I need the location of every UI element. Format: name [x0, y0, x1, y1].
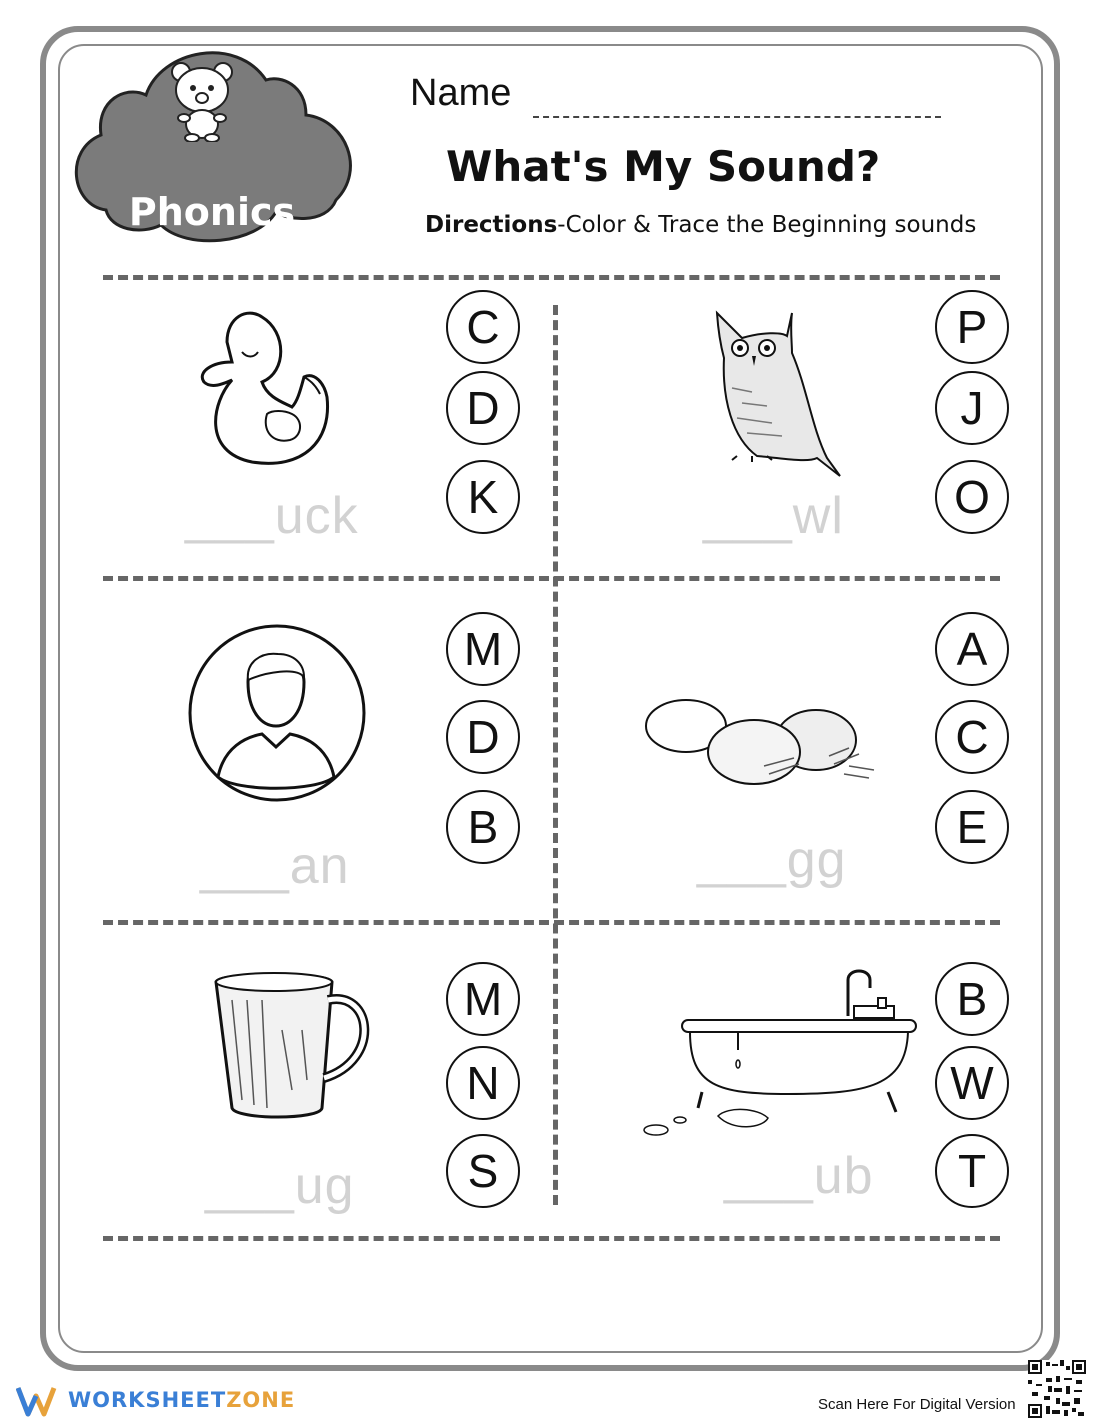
- divider-vertical: [553, 305, 558, 1205]
- letter-choice[interactable]: D: [446, 371, 520, 445]
- letter-choice[interactable]: K: [446, 460, 520, 534]
- divider-top: [103, 275, 1000, 280]
- brand-part1: WORKSHEET: [68, 1388, 227, 1412]
- letter-choice[interactable]: B: [446, 790, 520, 864]
- directions-label: Directions: [425, 212, 558, 238]
- letter-choice[interactable]: M: [446, 962, 520, 1036]
- phonics-badge: [66, 40, 358, 245]
- divider-bottom: [103, 1236, 1000, 1241]
- badge-label: Phonics: [128, 190, 296, 234]
- trace-word[interactable]: ___gg: [697, 831, 847, 889]
- letter-choice[interactable]: O: [935, 460, 1009, 534]
- directions: [425, 212, 976, 238]
- qr-code-icon[interactable]: [1028, 1360, 1086, 1418]
- letter-choice[interactable]: N: [446, 1046, 520, 1120]
- man-picture: [186, 622, 368, 804]
- brand-part2: ZONE: [226, 1388, 296, 1412]
- bathtub-picture: [638, 966, 920, 1144]
- letter-choice[interactable]: W: [935, 1046, 1009, 1120]
- directions-text: -Color & Trace the Beginning sounds: [557, 212, 977, 238]
- trace-word[interactable]: ___ub: [724, 1147, 874, 1205]
- letter-choice[interactable]: C: [446, 290, 520, 364]
- letter-choice[interactable]: P: [935, 290, 1009, 364]
- letter-choice[interactable]: M: [446, 612, 520, 686]
- mug-picture: [212, 970, 374, 1120]
- name-write-line[interactable]: [533, 116, 941, 118]
- owl-picture: [712, 308, 844, 482]
- divider-row1: [103, 576, 1000, 581]
- duck-picture: [192, 302, 334, 470]
- letter-choice[interactable]: A: [935, 612, 1009, 686]
- letter-choice[interactable]: S: [446, 1134, 520, 1208]
- footer-brand: [68, 1388, 295, 1412]
- divider-row2: [103, 920, 1000, 925]
- letter-choice[interactable]: E: [935, 790, 1009, 864]
- letter-choice[interactable]: B: [935, 962, 1009, 1036]
- letter-choice[interactable]: C: [935, 700, 1009, 774]
- worksheet-title: What's My Sound?: [446, 142, 881, 191]
- letter-choice[interactable]: J: [935, 371, 1009, 445]
- letter-choice[interactable]: T: [935, 1134, 1009, 1208]
- name-label: Name: [410, 72, 512, 114]
- trace-word[interactable]: ___ug: [205, 1157, 355, 1215]
- letter-choice[interactable]: D: [446, 700, 520, 774]
- worksheetzone-logo-icon: [16, 1384, 64, 1418]
- eggs-picture: [644, 696, 876, 788]
- trace-word[interactable]: ___wl: [703, 487, 844, 545]
- scan-text: Scan Here For Digital Version: [818, 1396, 1016, 1413]
- trace-word[interactable]: ___uck: [185, 487, 359, 545]
- teddy-bear-icon: [166, 58, 238, 142]
- trace-word[interactable]: ___an: [200, 837, 350, 895]
